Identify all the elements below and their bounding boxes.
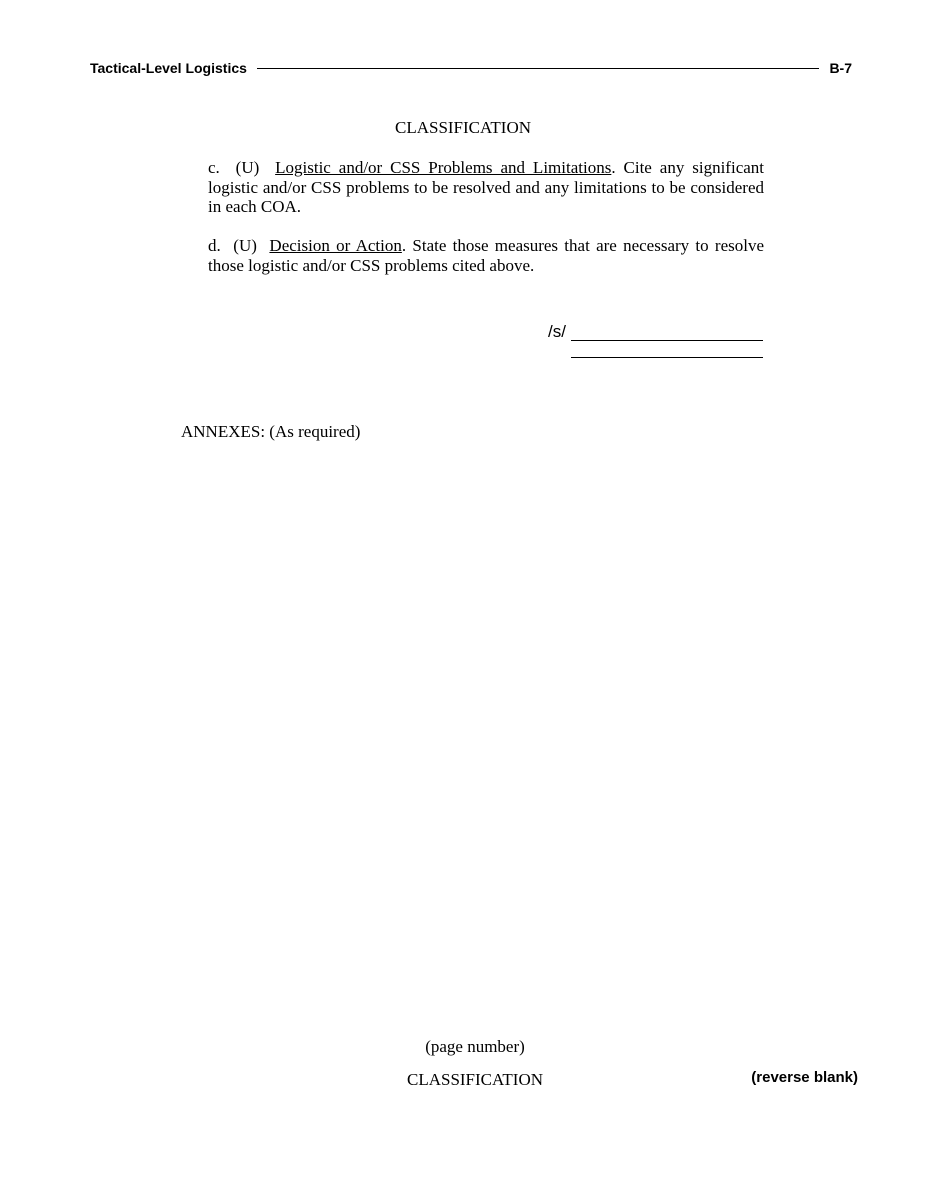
paragraph-c-body: . Cite any significant logistic and/or CSS problems to be resolved and any limitations to be considered in each COA. [208, 158, 765, 216]
signature-prefix: /s/ [548, 322, 566, 341]
header-rule [257, 68, 820, 69]
paragraph-d-body: . State those measures that are necessary to resolve those logistic and/or CSS problems cited above. [208, 236, 765, 275]
running-header [90, 58, 852, 78]
paragraph-c-lead: c. (U) [208, 158, 276, 177]
paragraph-d-heading: Decision or Action [269, 236, 402, 255]
header-title: Tactical-Level Logistics [90, 60, 247, 76]
signature-title-line [571, 357, 763, 358]
annexes-line: ANNEXES: (As required) [181, 422, 361, 441]
paragraph-c [208, 158, 764, 217]
header-page-number: B-7 [829, 60, 852, 76]
paragraph-c-heading: Logistic and/or CSS Problems and Limitations [275, 158, 612, 177]
page-number-placeholder: (page number) [425, 1037, 525, 1056]
classification-top: CLASSIFICATION [394, 118, 532, 137]
paragraph-d-lead: d. (U) [208, 236, 270, 255]
signature-line [571, 340, 763, 341]
reverse-blank-note: (reverse blank) [751, 1069, 858, 1086]
paragraph-d [208, 236, 764, 275]
classification-bottom: CLASSIFICATION [406, 1070, 544, 1089]
